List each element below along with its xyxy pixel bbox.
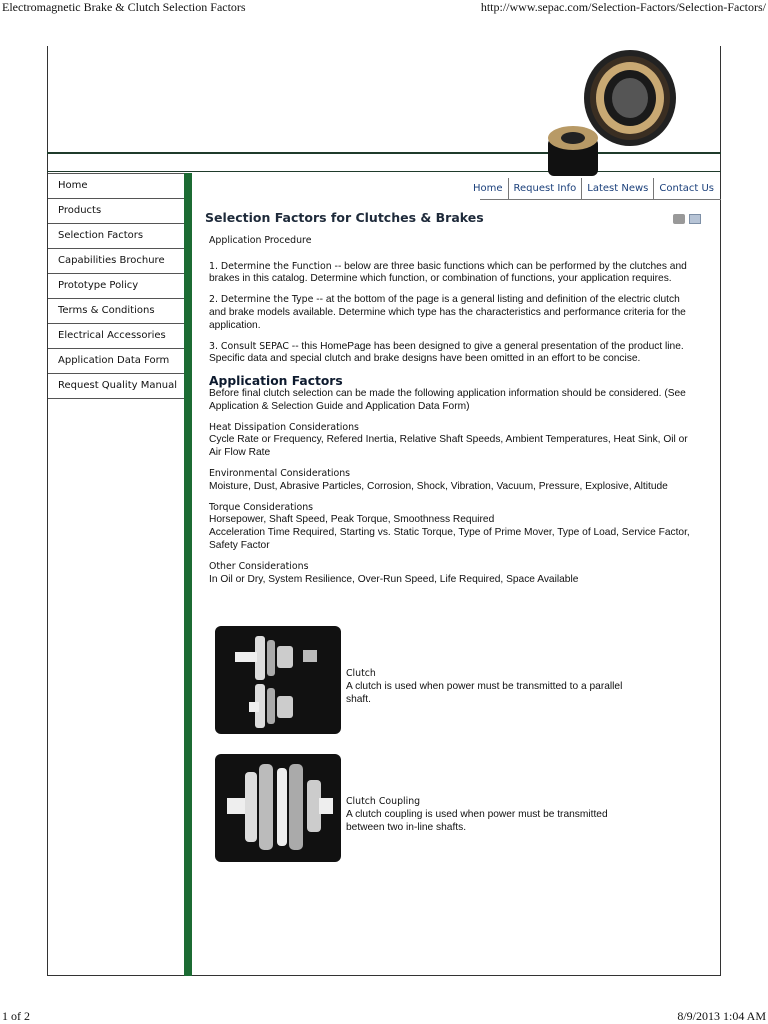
procedure-step-2 — [209, 294, 699, 332]
side-nav-prototype-policy[interactable]: Prototype Policy — [48, 274, 184, 299]
sidebar-accent-bar — [184, 173, 192, 976]
side-nav-products[interactable]: Products — [48, 199, 184, 224]
side-nav-request-quality-manual[interactable]: Request Quality Manual — [48, 374, 184, 399]
print-footer-page: 1 of 2 — [2, 1009, 30, 1023]
main-content — [205, 208, 699, 586]
clutch-caption — [346, 668, 646, 706]
print-footer-datetime: 8/9/2013 1:04 AM — [677, 1009, 766, 1023]
clutch-diagram — [215, 626, 341, 734]
brake-product-image — [544, 46, 684, 180]
environment-heading: Environmental Considerations — [209, 467, 351, 479]
top-nav-underline — [480, 199, 721, 200]
clutch-coupling-caption — [346, 796, 646, 834]
torque-heading: Torque Considerations — [209, 501, 314, 513]
step-1-lead: 1. Determine the Function — [209, 260, 332, 272]
print-header-title: Electromagnetic Brake & Clutch Selection Factors — [2, 0, 246, 14]
side-navigation — [48, 173, 184, 399]
heat-text: Cycle Rate or Frequency, Refered Inertia, Relative Shaft Speeds, Ambient Temperatures, Heat Sink, Oil or Air Flow Rate — [209, 434, 688, 459]
torque-text-2: Acceleration Time Required, Starting vs. Static Torque, Type of Prime Mover, Type of Load, Service Factor, Safety Factor — [209, 527, 690, 551]
print-header — [0, 0, 768, 16]
procedure-step-1 — [209, 261, 699, 287]
top-navigation — [468, 178, 719, 199]
step-2-text: -- at the bottom of the page is a general listing and definition of the electric clutch and brake models available. Determine which type has the characteristics and performance criteria for the application. — [209, 294, 686, 331]
step-3-text: -- this HomePage has been designed to give a general presentation of the product line. Specific data and special clutch and brake designs have been omitted in an effort to be concise. — [209, 340, 684, 365]
top-nav-contact-us[interactable]: Contact Us — [659, 183, 714, 194]
print-header-url: http://www.sepac.com/Selection-Factors/Selection-Factors/ — [480, 0, 766, 14]
top-nav-latest-news[interactable]: Latest News — [582, 178, 654, 199]
torque-text: Horsepower, Shaft Speed, Peak Torque, Smoothness Required — [209, 514, 495, 526]
side-nav-home[interactable]: Home — [48, 173, 184, 199]
step-1-text: -- below are three basic functions which can be performed by the clutches and brakes in this catalog. Determine which function, or combination of functions, your application requires. — [209, 260, 687, 285]
procedure-heading: Application Procedure — [209, 234, 312, 246]
step-2-lead: 2. Determine the Type — [209, 294, 314, 306]
page-title: Selection Factors for Clutches & Brakes — [205, 210, 484, 225]
procedure-step-3 — [209, 341, 699, 367]
side-nav-terms-conditions[interactable]: Terms & Conditions — [48, 299, 184, 324]
clutch-coupling-text: A clutch coupling is used when power must be transmitted between two in-line shafts. — [346, 808, 608, 833]
clutch-text: A clutch is used when power must be transmitted to a parallel shaft. — [346, 680, 623, 705]
factors-intro: Before final clutch selection can be made the following application information should be considered. (See Application & Selection Guide and Application Data Form) — [209, 387, 686, 412]
side-nav-application-data-form[interactable]: Application Data Form — [48, 349, 184, 374]
side-nav-electrical-accessories[interactable]: Electrical Accessories — [48, 324, 184, 349]
clutch-coupling-title: Clutch Coupling — [346, 796, 421, 807]
factors-title: Application Factors — [209, 374, 343, 389]
side-nav-capabilities-brochure[interactable]: Capabilities Brochure — [48, 249, 184, 274]
step-3-lead: 3. Consult SEPAC — [209, 340, 289, 352]
top-nav-home[interactable]: Home — [468, 178, 509, 199]
environment-text: Moisture, Dust, Abrasive Particles, Corrosion, Shock, Vibration, Vacuum, Pressure, Explosive, Altitude — [209, 480, 668, 492]
other-heading: Other Considerations — [209, 560, 309, 572]
side-nav-selection-factors[interactable]: Selection Factors — [48, 224, 184, 249]
heat-heading: Heat Dissipation Considerations — [209, 421, 359, 433]
top-nav-request-info[interactable]: Request Info — [509, 178, 583, 199]
clutch-title: Clutch — [346, 668, 376, 679]
other-text: In Oil or Dry, System Resilience, Over-Run Speed, Life Required, Space Available — [209, 573, 579, 585]
clutch-coupling-diagram — [215, 754, 341, 862]
